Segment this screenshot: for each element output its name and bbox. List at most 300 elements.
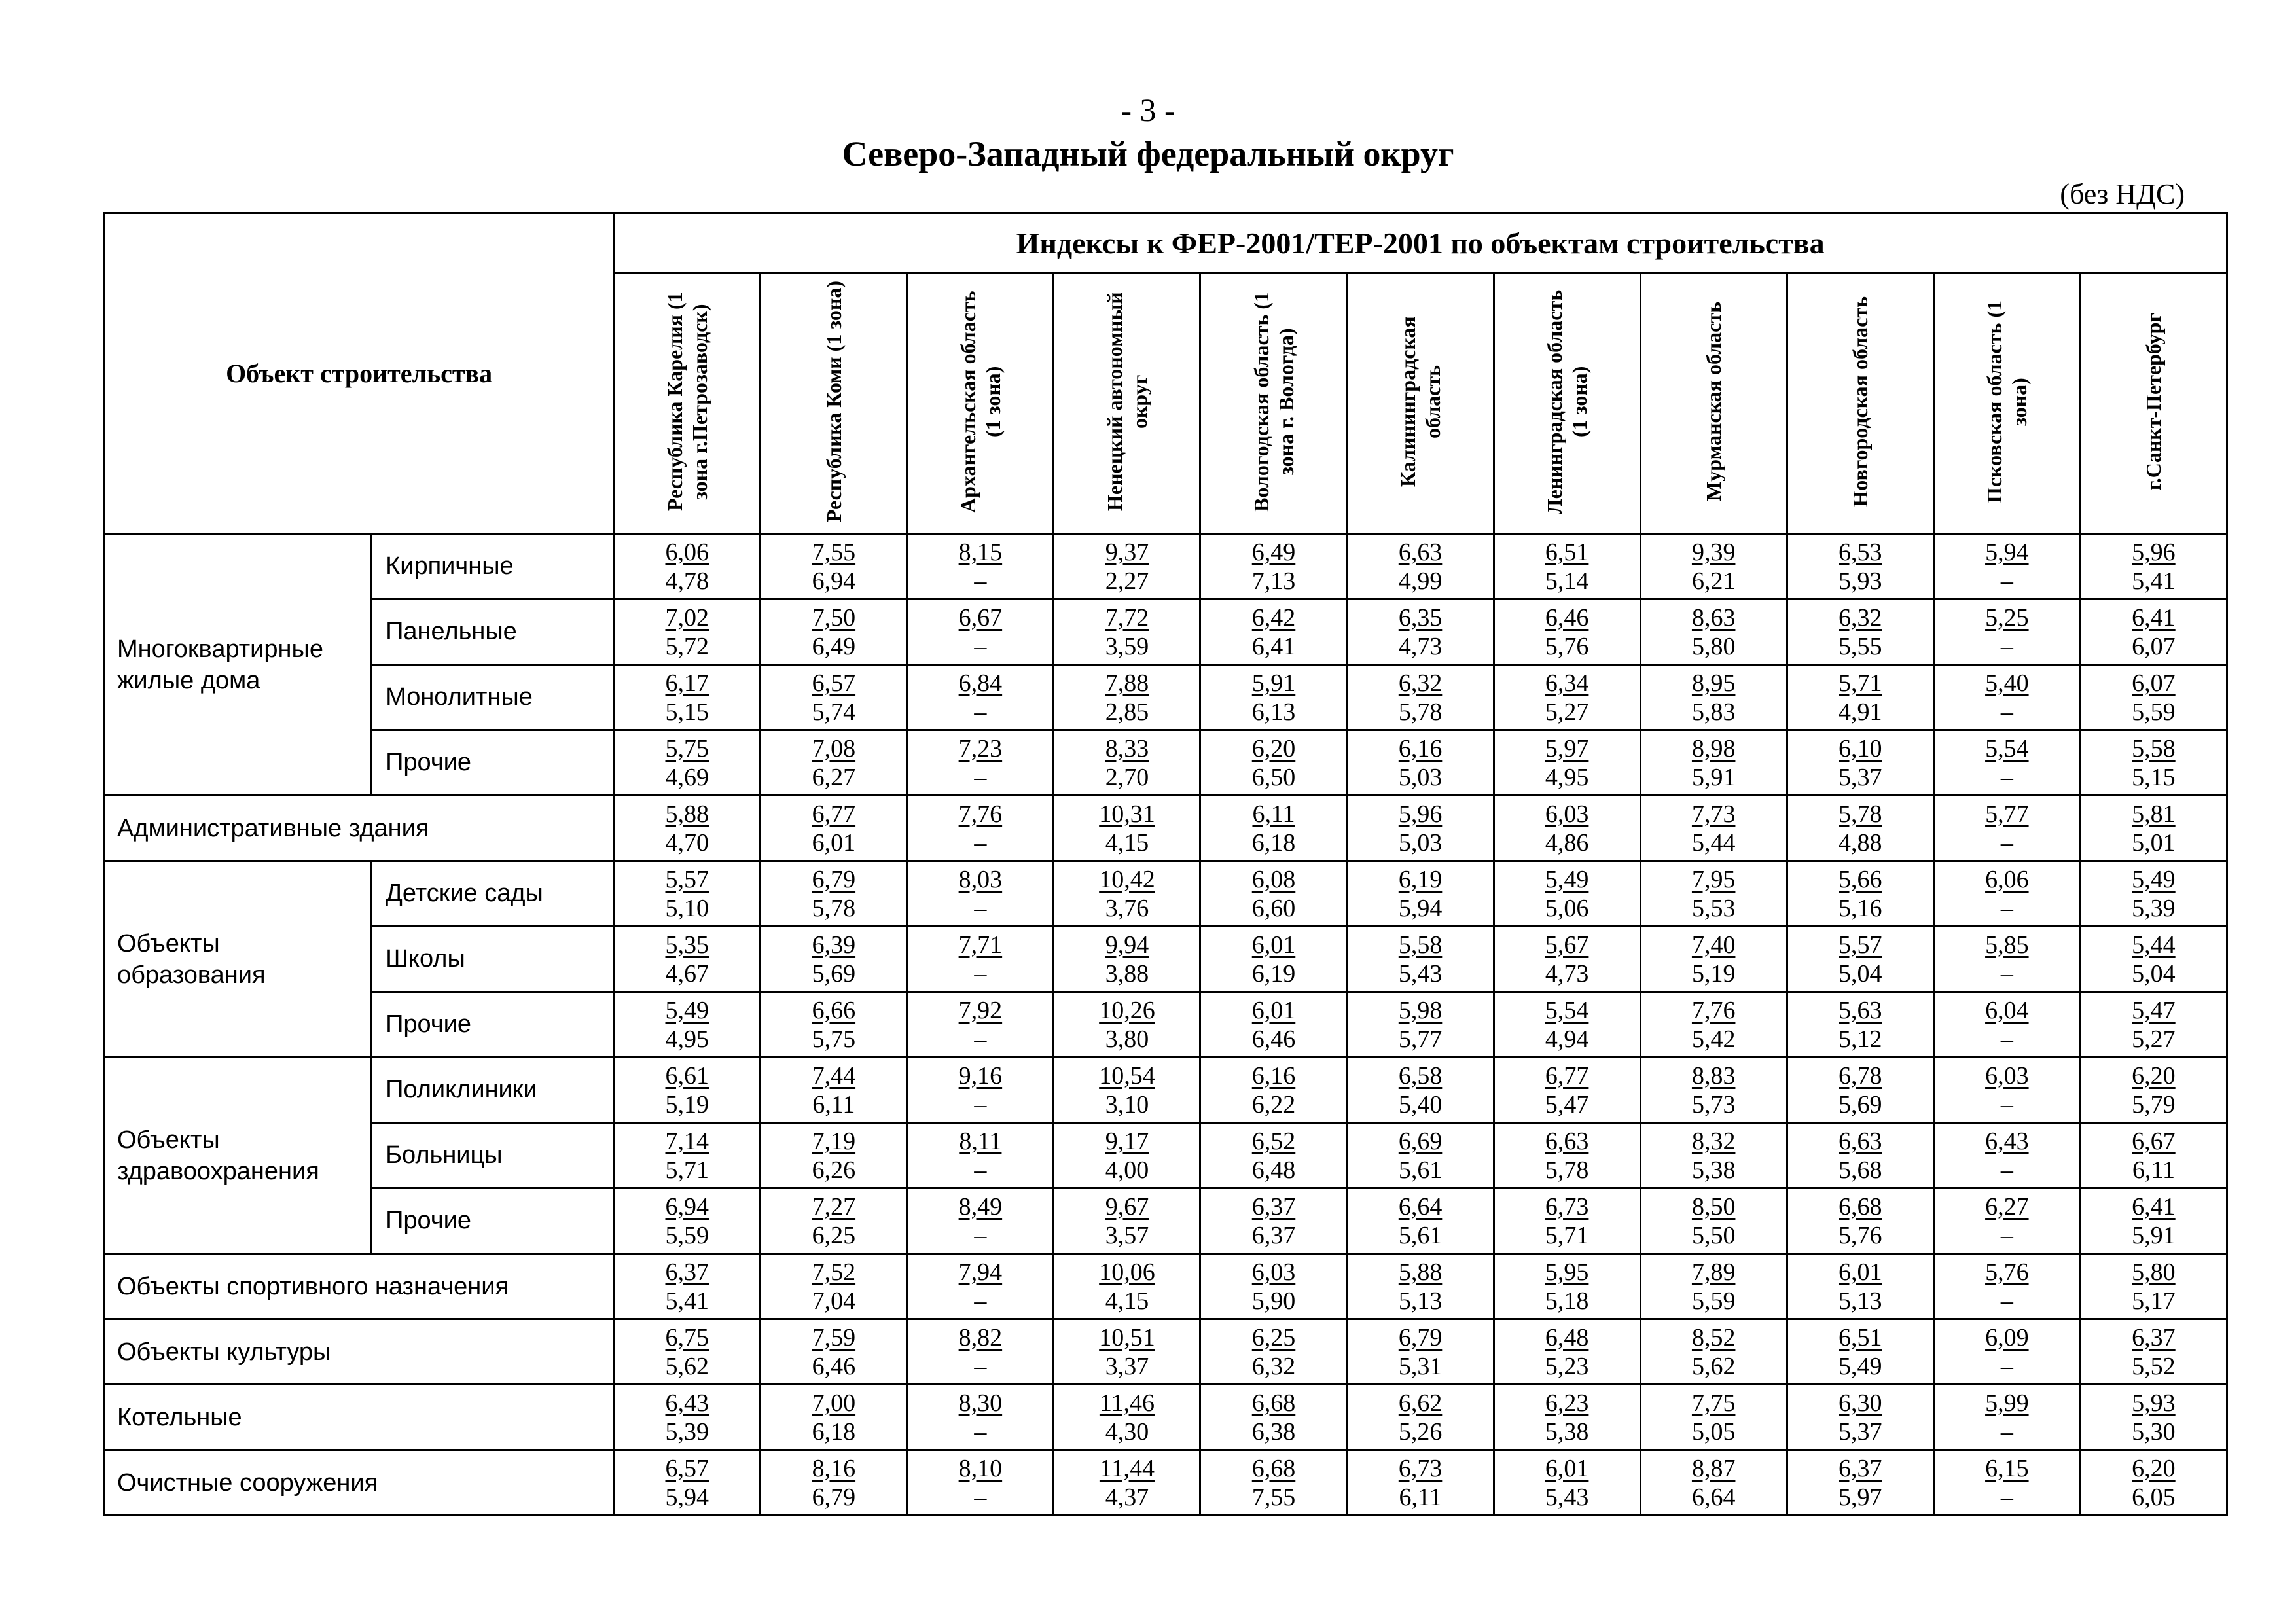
index-cell	[2080, 861, 2227, 927]
index-cell	[1787, 861, 1933, 927]
index-value-bottom: 5,38	[1545, 1418, 1589, 1446]
region-header	[2080, 273, 2227, 534]
index-cell	[1640, 1450, 1787, 1516]
table-row	[105, 927, 2227, 992]
index-value-bottom: 5,47	[1545, 1090, 1589, 1118]
index-cell	[1200, 992, 1347, 1058]
index-value-bottom: 6,46	[1251, 1025, 1296, 1053]
index-value-bottom: 6,18	[1251, 829, 1296, 857]
index-value-bottom: 5,12	[1839, 1025, 1882, 1053]
region-header	[1494, 273, 1640, 534]
index-value-top: 6,01	[1251, 931, 1296, 959]
index-value-top: 6,34	[1545, 669, 1589, 697]
index-value-top: 6,37	[2132, 1323, 2176, 1351]
index-cell	[907, 927, 1054, 992]
index-table	[103, 212, 2228, 1516]
index-cell	[2080, 1319, 2227, 1385]
index-value-top: 5,35	[665, 931, 709, 959]
object-group-label: Объекты здравоохранения	[105, 1058, 372, 1254]
index-value-bottom: 6,27	[812, 763, 856, 791]
index-value-top: 6,78	[1839, 1061, 1882, 1090]
index-cell	[614, 796, 761, 861]
region-header	[761, 273, 907, 534]
index-value-bottom: 6,01	[812, 829, 856, 857]
index-value-bottom: 7,55	[1251, 1483, 1296, 1511]
index-value-bottom: 6,11	[2132, 1156, 2175, 1184]
index-value-top: 5,85	[1985, 931, 2029, 959]
index-value-top: 6,41	[2132, 603, 2176, 632]
index-cell	[614, 1123, 761, 1188]
index-value-top: 6,75	[665, 1323, 709, 1351]
index-value-top: 8,30	[958, 1389, 1003, 1417]
index-value-bottom: 3,76	[1105, 894, 1149, 922]
object-type-label: Объекты спортивного назначения	[105, 1254, 614, 1319]
index-cell	[1494, 1450, 1640, 1516]
index-value-top: 7,59	[812, 1323, 856, 1351]
index-value-top: 10,06	[1099, 1258, 1155, 1286]
index-value-bottom: 6,22	[1251, 1090, 1296, 1118]
index-value-bottom: –	[2000, 1221, 2013, 1249]
index-value-bottom: 6,79	[812, 1483, 856, 1511]
index-value-bottom: 5,01	[2132, 829, 2176, 857]
index-cell	[761, 1319, 907, 1385]
index-value-bottom: 5,83	[1691, 698, 1736, 726]
index-value-top: 6,37	[1839, 1454, 1882, 1482]
index-value-bottom: 5,68	[1839, 1156, 1882, 1184]
index-value-bottom: –	[974, 1352, 987, 1380]
index-value-bottom: 5,74	[812, 698, 856, 726]
object-group-label: Объекты образования	[105, 861, 372, 1058]
index-value-top: 5,88	[1398, 1258, 1443, 1286]
index-value-bottom: 5,71	[1545, 1221, 1589, 1249]
region-header-label: Республика Коми (1 зона)	[821, 280, 846, 523]
index-value-bottom: 5,06	[1545, 894, 1589, 922]
index-cell	[1787, 1450, 1933, 1516]
index-cell	[614, 861, 761, 927]
index-value-top: 5,49	[665, 996, 709, 1024]
index-value-top: 6,63	[1545, 1127, 1589, 1155]
index-value-bottom: –	[974, 829, 987, 857]
index-cell	[1933, 730, 2080, 796]
index-cell	[1933, 599, 2080, 665]
table-row	[105, 1123, 2227, 1188]
index-cell	[2080, 992, 2227, 1058]
index-value-bottom: –	[2000, 829, 2013, 857]
index-value-top: 6,20	[1251, 734, 1296, 762]
table-row	[105, 1188, 2227, 1254]
index-value-bottom: 5,30	[2132, 1418, 2176, 1446]
table-row	[105, 599, 2227, 665]
index-value-bottom: 5,76	[1545, 632, 1589, 660]
index-cell	[2080, 1188, 2227, 1254]
index-cell	[1787, 730, 1933, 796]
index-value-top: 6,67	[2132, 1127, 2176, 1155]
index-value-top: 8,32	[1691, 1127, 1736, 1155]
index-value-top: 5,57	[1839, 931, 1882, 959]
index-cell	[1787, 599, 1933, 665]
index-value-top: 6,04	[1985, 996, 2029, 1024]
index-value-bottom: –	[2000, 1287, 2013, 1315]
index-value-bottom: 5,50	[1691, 1221, 1736, 1249]
index-value-bottom: 5,42	[1691, 1025, 1736, 1053]
index-cell	[1054, 730, 1200, 796]
index-value-top: 5,63	[1839, 996, 1882, 1024]
index-value-bottom: 4,95	[665, 1025, 709, 1053]
index-value-top: 6,49	[1251, 538, 1296, 566]
index-value-top: 5,67	[1545, 931, 1589, 959]
index-cell	[614, 1188, 761, 1254]
index-value-bottom: 3,10	[1105, 1090, 1149, 1118]
index-value-top: 6,68	[1839, 1192, 1882, 1221]
index-cell	[1054, 1188, 1200, 1254]
index-value-bottom: 6,13	[1251, 698, 1296, 726]
index-value-bottom: 5,94	[665, 1483, 709, 1511]
index-value-top: 8,52	[1691, 1323, 1736, 1351]
index-value-top: 6,63	[1398, 538, 1443, 566]
index-value-top: 7,73	[1691, 800, 1736, 828]
index-value-top: 8,83	[1691, 1061, 1736, 1090]
object-subtype-label: Поликлиники	[372, 1058, 614, 1123]
index-value-top: 5,78	[1839, 800, 1882, 828]
index-cell	[1200, 599, 1347, 665]
object-subtype-label: Монолитные	[372, 665, 614, 730]
index-value-top: 5,71	[1839, 669, 1882, 697]
index-value-top: 8,50	[1691, 1192, 1736, 1221]
index-value-top: 5,40	[1985, 669, 2029, 697]
index-cell	[1200, 796, 1347, 861]
index-cell	[614, 1450, 761, 1516]
index-value-top: 6,37	[665, 1258, 709, 1286]
index-value-bottom: 6,07	[2132, 632, 2176, 660]
table-row	[105, 992, 2227, 1058]
index-value-top: 6,77	[812, 800, 856, 828]
index-cell	[1200, 1123, 1347, 1188]
index-value-top: 6,37	[1251, 1192, 1296, 1221]
index-value-top: 6,20	[2132, 1061, 2176, 1090]
index-value-top: 6,16	[1398, 734, 1443, 762]
index-value-top: 11,44	[1099, 1454, 1155, 1482]
index-value-top: 6,09	[1985, 1323, 2029, 1351]
index-value-bottom: –	[2000, 1025, 2013, 1053]
index-cell	[761, 1123, 907, 1188]
index-cell	[1347, 796, 1494, 861]
index-cell	[1347, 1450, 1494, 1516]
index-value-top: 7,55	[812, 538, 856, 566]
index-cell	[761, 992, 907, 1058]
index-cell	[1640, 1188, 1787, 1254]
index-value-top: 7,92	[958, 996, 1003, 1024]
region-header	[1640, 273, 1787, 534]
page-number: - 3 -	[1121, 92, 1175, 128]
index-value-bottom: 4,15	[1105, 829, 1149, 857]
region-header	[1054, 273, 1200, 534]
index-value-top: 7,75	[1691, 1389, 1736, 1417]
index-cell	[1200, 534, 1347, 599]
index-value-bottom: 5,16	[1839, 894, 1882, 922]
index-cell	[1787, 796, 1933, 861]
index-value-top: 5,94	[1985, 538, 2029, 566]
index-value-bottom: –	[974, 567, 987, 595]
index-cell	[907, 1450, 1054, 1516]
index-value-bottom: 4,37	[1105, 1483, 1149, 1511]
index-value-bottom: 6,46	[812, 1352, 856, 1380]
object-column-header: Объект строительства	[105, 213, 614, 534]
index-super-header: Индексы к ФЕР-2001/ТЕР-2001 по объектам строительства	[614, 213, 2227, 273]
index-cell	[1200, 665, 1347, 730]
index-value-top: 7,44	[812, 1061, 856, 1090]
index-value-top: 6,51	[1545, 538, 1589, 566]
index-cell	[1640, 1319, 1787, 1385]
region-header-label: Республика Карелия (1 зона г.Петрозаводск)	[662, 292, 711, 511]
index-value-bottom: 7,13	[1251, 567, 1296, 595]
index-cell	[1787, 534, 1933, 599]
index-cell	[614, 1254, 761, 1319]
index-cell	[1054, 1450, 1200, 1516]
index-cell	[2080, 534, 2227, 599]
index-value-bottom: 4,88	[1839, 829, 1882, 857]
index-cell	[761, 927, 907, 992]
table-row	[105, 1450, 2227, 1516]
index-value-bottom: 5,72	[665, 632, 709, 660]
index-cell	[1494, 861, 1640, 927]
index-cell	[1640, 665, 1787, 730]
vat-note: (без НДС)	[2060, 178, 2185, 210]
index-value-bottom: 5,62	[1691, 1352, 1736, 1380]
index-value-bottom: 5,03	[1398, 829, 1443, 857]
index-value-bottom: 6,26	[812, 1156, 856, 1184]
index-value-top: 7,50	[812, 603, 856, 632]
region-header-label: г.Санкт-Петербург	[2142, 312, 2166, 491]
index-cell	[1054, 1123, 1200, 1188]
index-value-bottom: 5,90	[1251, 1287, 1296, 1315]
index-cell	[907, 1254, 1054, 1319]
index-value-top: 7,72	[1105, 603, 1149, 632]
index-cell	[761, 1385, 907, 1450]
index-value-bottom: –	[2000, 1156, 2013, 1184]
index-value-bottom: 6,64	[1691, 1483, 1736, 1511]
index-value-bottom: 5,71	[665, 1156, 709, 1184]
index-value-bottom: –	[974, 763, 987, 791]
index-cell	[1494, 665, 1640, 730]
index-value-top: 8,63	[1691, 603, 1736, 632]
index-value-top: 5,96	[1398, 800, 1443, 828]
table-row	[105, 665, 2227, 730]
index-cell	[1787, 1058, 1933, 1123]
index-value-bottom: 5,40	[1398, 1090, 1443, 1118]
index-cell	[1054, 992, 1200, 1058]
region-header	[1787, 273, 1933, 534]
index-value-bottom: 6,41	[1251, 632, 1296, 660]
index-cell	[614, 534, 761, 599]
index-cell	[2080, 796, 2227, 861]
index-cell	[1640, 534, 1787, 599]
index-value-bottom: 2,27	[1105, 567, 1149, 595]
index-value-bottom: 5,19	[1691, 959, 1736, 988]
index-value-top: 7,52	[812, 1258, 856, 1286]
object-subtype-label: Больницы	[372, 1123, 614, 1188]
index-value-top: 6,68	[1251, 1454, 1296, 1482]
index-value-bottom: 3,80	[1105, 1025, 1149, 1053]
index-value-top: 6,01	[1839, 1258, 1882, 1286]
index-value-bottom: 6,38	[1251, 1418, 1296, 1446]
index-cell	[907, 665, 1054, 730]
header-row-top	[105, 213, 2227, 273]
index-value-bottom: –	[974, 1221, 987, 1249]
index-cell	[1494, 1385, 1640, 1450]
region-header-label: Архангельская область (1 зона)	[956, 290, 1005, 513]
index-value-top: 5,66	[1839, 865, 1882, 893]
index-value-top: 6,46	[1545, 603, 1589, 632]
table-row	[105, 1058, 2227, 1123]
index-value-top: 6,03	[1985, 1061, 2029, 1090]
index-value-top: 10,54	[1099, 1061, 1155, 1090]
index-cell	[1933, 992, 2080, 1058]
index-value-top: 5,95	[1545, 1258, 1589, 1286]
index-cell	[907, 1123, 1054, 1188]
object-type-label: Очистные сооружения	[105, 1450, 614, 1516]
object-subtype-label: Прочие	[372, 992, 614, 1058]
region-header-label: Новгородская область	[1848, 296, 1873, 507]
index-value-bottom: 5,62	[665, 1352, 709, 1380]
index-value-top: 5,49	[2132, 865, 2176, 893]
index-value-top: 10,31	[1099, 800, 1155, 828]
index-cell	[1054, 927, 1200, 992]
index-value-top: 6,58	[1398, 1061, 1443, 1090]
index-cell	[1054, 861, 1200, 927]
object-subtype-label: Панельные	[372, 599, 614, 665]
index-value-bottom: 5,15	[2132, 763, 2176, 791]
index-value-bottom: 6,49	[812, 632, 856, 660]
index-value-bottom: 5,75	[812, 1025, 856, 1053]
index-cell	[1347, 1123, 1494, 1188]
index-cell	[1054, 1385, 1200, 1450]
index-cell	[1054, 796, 1200, 861]
index-value-bottom: 6,05	[2132, 1483, 2176, 1511]
index-value-top: 6,15	[1985, 1454, 2029, 1482]
index-value-top: 6,23	[1545, 1389, 1589, 1417]
index-value-top: 6,79	[1398, 1323, 1443, 1351]
index-value-bottom: –	[974, 959, 987, 988]
index-cell	[907, 1385, 1054, 1450]
index-cell	[1787, 992, 1933, 1058]
index-cell	[1494, 992, 1640, 1058]
index-cell	[1200, 730, 1347, 796]
index-value-bottom: 5,05	[1691, 1418, 1736, 1446]
index-cell	[907, 534, 1054, 599]
index-value-bottom: 4,99	[1398, 567, 1443, 595]
index-value-top: 6,64	[1398, 1192, 1443, 1221]
index-value-top: 8,95	[1691, 669, 1736, 697]
index-cell	[1200, 1319, 1347, 1385]
index-value-bottom: 5,18	[1545, 1287, 1589, 1315]
index-value-bottom: 6,48	[1251, 1156, 1296, 1184]
index-value-top: 8,49	[958, 1192, 1003, 1221]
index-value-top: 5,54	[1545, 996, 1589, 1024]
index-value-top: 7,88	[1105, 669, 1149, 697]
index-cell	[2080, 1254, 2227, 1319]
index-cell	[1054, 599, 1200, 665]
index-value-bottom: 5,77	[1398, 1025, 1443, 1053]
object-subtype-label: Кирпичные	[372, 534, 614, 599]
index-value-bottom: 5,59	[1691, 1287, 1736, 1315]
index-cell	[1640, 861, 1787, 927]
index-cell	[1787, 927, 1933, 992]
index-value-bottom: 2,85	[1105, 698, 1149, 726]
index-cell	[1494, 730, 1640, 796]
index-cell	[761, 1188, 907, 1254]
index-value-top: 6,03	[1545, 800, 1589, 828]
index-value-bottom: 5,59	[665, 1221, 709, 1249]
index-cell	[1933, 1450, 2080, 1516]
region-header-label: Мурманская область	[1702, 302, 1726, 501]
index-value-top: 6,32	[1839, 603, 1882, 632]
index-value-top: 8,10	[958, 1454, 1003, 1482]
index-value-bottom: 6,60	[1251, 894, 1296, 922]
index-cell	[1054, 1319, 1200, 1385]
index-value-top: 6,25	[1251, 1323, 1296, 1351]
index-value-top: 6,43	[665, 1389, 709, 1417]
index-value-top: 5,81	[2132, 800, 2176, 828]
index-value-bottom: –	[974, 894, 987, 922]
index-cell	[1933, 861, 2080, 927]
index-value-top: 6,79	[812, 865, 856, 893]
region-header-label: Вологодская область (1 зона г. Вологда)	[1249, 291, 1298, 512]
index-value-top: 6,67	[958, 603, 1003, 632]
index-value-top: 9,37	[1105, 538, 1149, 566]
region-header	[907, 273, 1054, 534]
index-cell	[614, 599, 761, 665]
index-value-bottom: 6,11	[1399, 1483, 1442, 1511]
index-value-top: 5,96	[2132, 538, 2176, 566]
index-value-bottom: 5,43	[1545, 1483, 1589, 1511]
index-cell	[1933, 1058, 2080, 1123]
index-value-bottom: 4,00	[1105, 1156, 1149, 1184]
index-cell	[907, 1188, 1054, 1254]
index-cell	[761, 534, 907, 599]
index-cell	[1200, 1058, 1347, 1123]
index-value-bottom: 5,13	[1398, 1287, 1443, 1315]
index-value-bottom: 5,10	[665, 894, 709, 922]
index-cell	[1054, 1254, 1200, 1319]
index-value-top: 11,46	[1099, 1389, 1155, 1417]
table-body	[105, 534, 2227, 1516]
index-cell	[1640, 599, 1787, 665]
index-cell	[2080, 927, 2227, 992]
index-value-top: 5,44	[2132, 931, 2176, 959]
index-cell	[1494, 599, 1640, 665]
index-value-top: 6,62	[1398, 1389, 1443, 1417]
index-cell	[761, 730, 907, 796]
index-cell	[761, 1058, 907, 1123]
index-value-bottom: 5,14	[1545, 567, 1589, 595]
index-cell	[761, 599, 907, 665]
index-value-top: 5,57	[665, 865, 709, 893]
index-value-top: 6,57	[665, 1454, 709, 1482]
index-cell	[1200, 1254, 1347, 1319]
index-value-top: 7,19	[812, 1127, 856, 1155]
index-value-top: 8,33	[1105, 734, 1149, 762]
object-subtype-label: Прочие	[372, 1188, 614, 1254]
index-value-top: 5,75	[665, 734, 709, 762]
index-cell	[907, 861, 1054, 927]
index-value-bottom: 5,53	[1691, 894, 1736, 922]
index-cell	[1347, 665, 1494, 730]
index-value-bottom: 4,73	[1545, 959, 1589, 988]
index-value-bottom: 4,86	[1545, 829, 1589, 857]
index-value-top: 7,23	[958, 734, 1003, 762]
index-value-top: 6,32	[1398, 669, 1443, 697]
index-value-bottom: 5,41	[665, 1287, 709, 1315]
